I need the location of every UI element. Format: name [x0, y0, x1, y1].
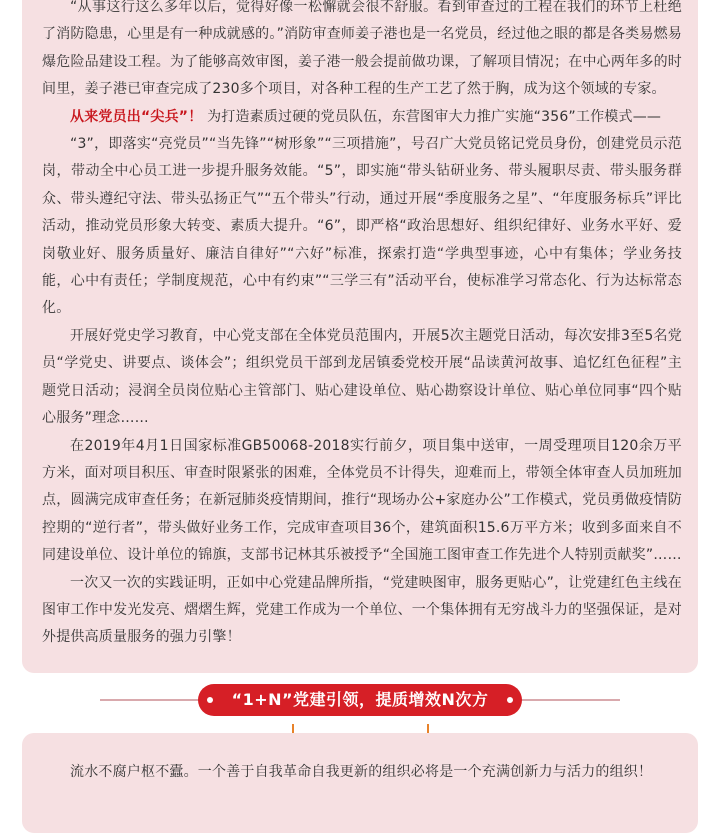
banner-title-pill: [198, 684, 522, 716]
paragraph-2019-review: 在2019年4月1日国家标准GB50068-2018实行前夕，项目集中送审，一周受理项目120余万平方米，面对项目积压、审查时限紧张的困难，全体党员不计得失，迎难而上，带领全体审查人员加班加点，圆满完成审查任务；在新冠肺炎疫情期间，推行“现场办公+家庭办公”工作模式，党员勇做疫情防控期的“逆行者”，带头做好业务工作，完成审查项目36个，建筑面积15.6万平方米；收到多面来自不同建设单位、设计单位的锦旗，支部书记林其乐被授予“全国施工图审查工作先进个人特别贡献奖”……: [42, 437, 682, 564]
banner-dot-right-icon: [507, 697, 513, 703]
banner-dot-left-icon: [207, 697, 213, 703]
paragraph-highlight: [42, 104, 682, 131]
banner-title: “1+N”党建引领，提质增效N次方: [231, 690, 489, 709]
highlight-body: 为打造素质过硬的党员队伍，东营图审大力推广实施“356”工作模式——: [207, 108, 662, 125]
article-card-top: [22, 0, 698, 673]
paragraph-conclusion: 一次又一次的实践证明，正如中心党建品牌所指，“党建映图审，服务更贴心”，让党建红色主线在图审工作中发光发亮、熠熠生辉，党建工作成为一个单位、一个集体拥有无穷战斗力的坚强保证，是对外提供高质量服务的强力引擎！: [42, 574, 682, 646]
paragraph-expert: “从事这行这么多年以后，觉得好像一松懈就会很不舒服。看到审查过的工程在我们的环节上杜绝了消防隐患，心里是有一种成就感的。”消防审查师姜子港也是一名党员，经过他之眼的都是各类易燃易爆危险品建设工程。为了能够高效审图，姜子港一般会提前做功课，了解项目情况；在中心两年多的时间里，姜子港已审查完成了230多个项目，对各种工程的生产工艺了然于胸，成为这个领域的专家。: [42, 0, 682, 98]
paragraph-party-history: 开展好党史学习教育，中心党支部在全体党员范围内，开展5次主题党日活动，每次安排3至5名党员“学党史、讲要点、谈体会”；组织党员干部到龙居镇委党校开展“品读黄河故事、追忆红色征程”主题党日活动；浸润全员岗位贴心主管部门、贴心建设单位、贴心勘察设计单位、贴心单位同事“四个贴心服务”理念……: [42, 327, 682, 427]
article-card-bottom: [22, 733, 698, 833]
paragraph-356-model: “3”，即落实“亮党员”“当先锋”“树形象”“三项措施”，号召广大党员铭记党员身份，创建党员示范岗，带动全中心员工进一步提升服务效能。“5”，即实施“带头钻研业务、带头履职尽责、带头服务群众、带头遵纪守法、带头弘扬正气”“五个带头”行动，通过开展“季度服务之星”、“年度服务标兵”评比活动，推动党员形象大转变、素质大提升。“6”，即严格“政治思想好、组织纪律好、业务水平好、爱岗敬业好、服务质量好、廉洁自律好”“六好”标准，探索打造“学典型事迹，心中有集体；学业务技能，心中有责任；学制度规范，心中有约束”“三学三有”活动平台，使标准学习常态化、行为达标常态化。: [42, 136, 682, 317]
section-banner: [0, 680, 720, 720]
highlight-heading: 从来党员出“尖兵”！: [70, 108, 203, 125]
paragraph-organization: 流水不腐户枢不蠹。一个善于自我革命自我更新的组织必将是一个充满创新力与活力的组织！: [70, 764, 653, 780]
